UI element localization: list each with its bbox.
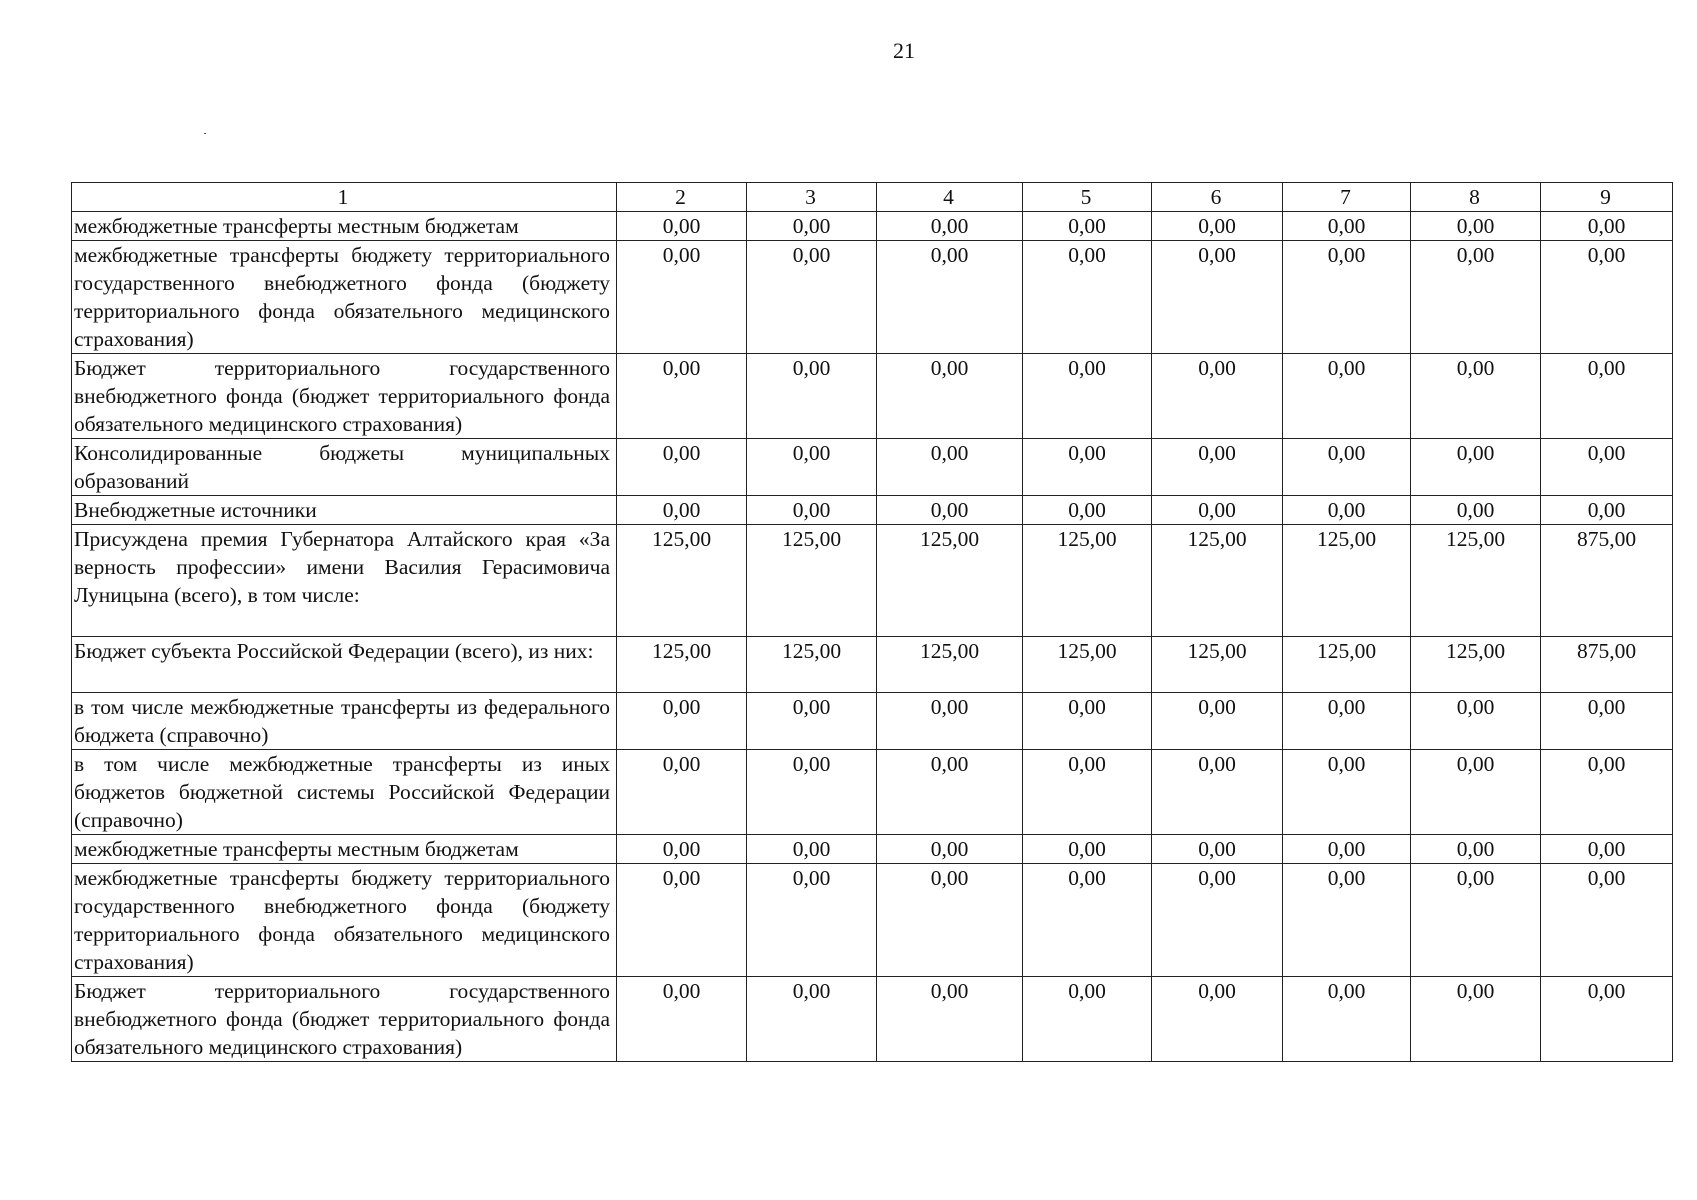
row-value: 0,00 — [617, 496, 747, 525]
column-header: 2 — [617, 183, 747, 212]
row-value: 0,00 — [1283, 750, 1411, 835]
row-value: 0,00 — [1023, 496, 1152, 525]
table-row — [72, 212, 1673, 241]
table-row — [72, 439, 1673, 496]
row-value: 0,00 — [617, 241, 747, 354]
row-value: 0,00 — [1152, 354, 1283, 439]
row-value: 0,00 — [877, 977, 1023, 1062]
table-body — [72, 183, 1673, 1062]
row-value: 0,00 — [1023, 977, 1152, 1062]
budget-table — [71, 182, 1673, 1062]
row-value: 0,00 — [1411, 835, 1541, 864]
column-header: 1 — [72, 183, 617, 212]
row-value: 0,00 — [877, 496, 1023, 525]
row-label: в том числе межбюджетные трансферты из федерального бюджета (справочно) — [72, 693, 617, 750]
table-row — [72, 835, 1673, 864]
row-value: 0,00 — [877, 750, 1023, 835]
row-label: межбюджетные трансферты местным бюджетам — [72, 212, 617, 241]
row-value: 0,00 — [1541, 977, 1673, 1062]
row-value: 125,00 — [877, 637, 1023, 693]
row-value: 0,00 — [1283, 212, 1411, 241]
row-value: 0,00 — [1541, 439, 1673, 496]
header-row — [72, 183, 1673, 212]
row-value: 125,00 — [1152, 637, 1283, 693]
row-label: межбюджетные трансферты бюджету территориального государственного внебюджетного фонда (бюджету территориального фонда обязательного медицинского страхования) — [72, 864, 617, 977]
row-value: 0,00 — [747, 977, 877, 1062]
row-value: 0,00 — [617, 977, 747, 1062]
row-label: межбюджетные трансферты местным бюджетам — [72, 835, 617, 864]
row-value: 0,00 — [1152, 977, 1283, 1062]
row-value: 0,00 — [1152, 212, 1283, 241]
row-value: 0,00 — [1411, 212, 1541, 241]
scan-mark — [204, 133, 206, 134]
row-value: 0,00 — [747, 835, 877, 864]
row-value: 125,00 — [1152, 525, 1283, 637]
row-value: 0,00 — [1023, 212, 1152, 241]
row-value: 125,00 — [877, 525, 1023, 637]
row-value: 125,00 — [747, 525, 877, 637]
row-label: Присуждена премия Губернатора Алтайского края «За верность профессии» имени Василия Герасимовича Луницына (всего), в том числе: — [72, 525, 617, 637]
row-value: 0,00 — [1023, 750, 1152, 835]
column-header: 9 — [1541, 183, 1673, 212]
row-value: 0,00 — [1411, 864, 1541, 977]
row-value: 0,00 — [1541, 354, 1673, 439]
row-value: 875,00 — [1541, 637, 1673, 693]
table-row — [72, 496, 1673, 525]
row-value: 0,00 — [1411, 241, 1541, 354]
column-header: 4 — [877, 183, 1023, 212]
row-value: 0,00 — [1283, 439, 1411, 496]
row-label: Бюджет территориального государственного внебюджетного фонда (бюджет территориального фонда обязательного медицинского страхования) — [72, 977, 617, 1062]
column-header: 7 — [1283, 183, 1411, 212]
row-value: 0,00 — [1023, 439, 1152, 496]
table-row — [72, 637, 1673, 693]
row-value: 0,00 — [1541, 864, 1673, 977]
row-value: 0,00 — [877, 693, 1023, 750]
row-value: 0,00 — [1283, 864, 1411, 977]
row-value: 0,00 — [1541, 496, 1673, 525]
row-value: 0,00 — [1023, 864, 1152, 977]
row-value: 0,00 — [617, 212, 747, 241]
table-row — [72, 864, 1673, 977]
row-label: в том числе межбюджетные трансферты из иных бюджетов бюджетной системы Российской Федерации (справочно) — [72, 750, 617, 835]
row-label: Консолидированные бюджеты муниципальных образований — [72, 439, 617, 496]
row-value: 0,00 — [1152, 750, 1283, 835]
row-value: 0,00 — [877, 864, 1023, 977]
row-value: 125,00 — [1283, 637, 1411, 693]
row-value: 0,00 — [747, 212, 877, 241]
row-value: 0,00 — [1283, 496, 1411, 525]
row-label: Бюджет территориального государственного внебюджетного фонда (бюджет территориального фонда обязательного медицинского страхования) — [72, 354, 617, 439]
table-row — [72, 241, 1673, 354]
column-header: 8 — [1411, 183, 1541, 212]
row-value: 0,00 — [1411, 496, 1541, 525]
row-value: 0,00 — [1541, 241, 1673, 354]
row-value: 125,00 — [617, 525, 747, 637]
row-value: 0,00 — [877, 241, 1023, 354]
row-value: 0,00 — [1411, 439, 1541, 496]
row-value: 0,00 — [1152, 241, 1283, 354]
column-header: 6 — [1152, 183, 1283, 212]
row-value: 0,00 — [617, 693, 747, 750]
row-value: 0,00 — [877, 835, 1023, 864]
row-value: 0,00 — [1283, 693, 1411, 750]
table-row — [72, 750, 1673, 835]
row-value: 125,00 — [1283, 525, 1411, 637]
row-value: 125,00 — [617, 637, 747, 693]
row-value: 0,00 — [747, 750, 877, 835]
row-label: Внебюджетные источники — [72, 496, 617, 525]
page-number: 21 — [893, 38, 915, 63]
table-row — [72, 354, 1673, 439]
row-value: 0,00 — [1411, 693, 1541, 750]
column-header: 5 — [1023, 183, 1152, 212]
row-value: 0,00 — [1541, 750, 1673, 835]
table-row — [72, 977, 1673, 1062]
row-value: 0,00 — [1152, 693, 1283, 750]
row-value: 0,00 — [1541, 835, 1673, 864]
row-value: 0,00 — [747, 693, 877, 750]
row-value: 0,00 — [1283, 835, 1411, 864]
row-value: 0,00 — [1283, 241, 1411, 354]
row-value: 0,00 — [877, 439, 1023, 496]
row-value: 0,00 — [617, 750, 747, 835]
row-value: 0,00 — [617, 835, 747, 864]
row-value: 0,00 — [617, 864, 747, 977]
row-value: 0,00 — [1152, 835, 1283, 864]
row-value: 0,00 — [1023, 835, 1152, 864]
row-value: 0,00 — [1023, 241, 1152, 354]
table-row — [72, 525, 1673, 637]
row-label: межбюджетные трансферты бюджету территориального государственного внебюджетного фонда (бюджету территориального фонда обязательного медицинского страхования) — [72, 241, 617, 354]
row-value: 125,00 — [747, 637, 877, 693]
row-value: 125,00 — [1023, 525, 1152, 637]
row-value: 0,00 — [747, 354, 877, 439]
row-value: 0,00 — [747, 439, 877, 496]
row-value: 125,00 — [1411, 525, 1541, 637]
row-value: 0,00 — [1152, 496, 1283, 525]
row-value: 0,00 — [1023, 354, 1152, 439]
row-value: 0,00 — [1152, 864, 1283, 977]
row-value: 0,00 — [747, 864, 877, 977]
row-value: 875,00 — [1541, 525, 1673, 637]
row-value: 0,00 — [1411, 750, 1541, 835]
column-header: 3 — [747, 183, 877, 212]
row-value: 0,00 — [1541, 212, 1673, 241]
row-value: 0,00 — [617, 439, 747, 496]
row-value: 0,00 — [1411, 977, 1541, 1062]
row-value: 0,00 — [1152, 439, 1283, 496]
row-value: 0,00 — [1541, 693, 1673, 750]
row-value: 0,00 — [1411, 354, 1541, 439]
row-value: 0,00 — [1283, 977, 1411, 1062]
row-value: 125,00 — [1023, 637, 1152, 693]
row-value: 0,00 — [617, 354, 747, 439]
row-value: 0,00 — [747, 496, 877, 525]
row-value: 0,00 — [1023, 693, 1152, 750]
row-value: 0,00 — [877, 354, 1023, 439]
row-value: 0,00 — [877, 212, 1023, 241]
table-row — [72, 693, 1673, 750]
row-value: 0,00 — [1283, 354, 1411, 439]
row-value: 125,00 — [1411, 637, 1541, 693]
row-label: Бюджет субъекта Российской Федерации (всего), из них: — [72, 637, 617, 693]
row-value: 0,00 — [747, 241, 877, 354]
